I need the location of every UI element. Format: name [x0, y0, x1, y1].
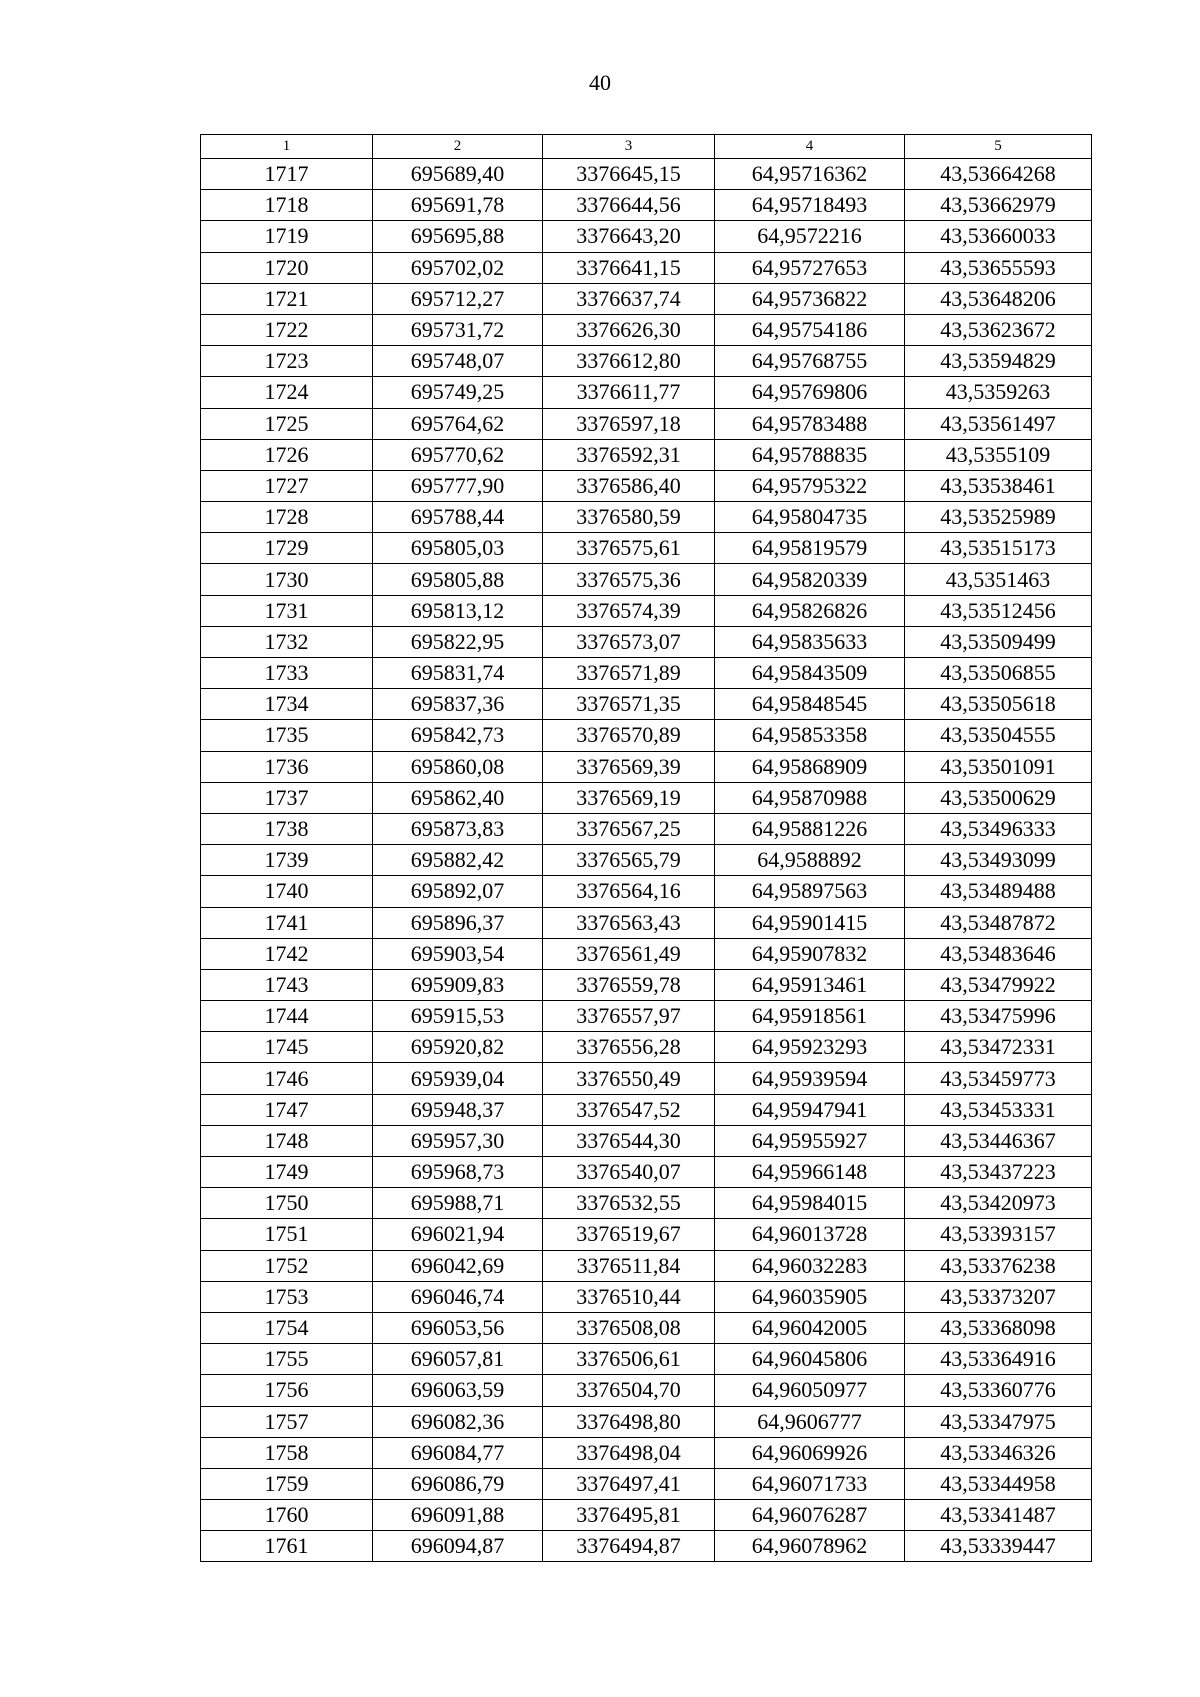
- y-coordinate-cell: 3376532,55: [543, 1188, 715, 1219]
- x-coordinate-cell: 695702,02: [373, 252, 543, 283]
- longitude-cell: 64,95754186: [715, 314, 905, 345]
- point-number-cell: 1733: [201, 658, 373, 689]
- longitude-cell: 64,96071733: [715, 1468, 905, 1499]
- point-number-cell: 1749: [201, 1157, 373, 1188]
- point-number-cell: 1717: [201, 159, 373, 190]
- column-header-1: 1: [201, 135, 373, 159]
- table-body: [201, 159, 1092, 1562]
- x-coordinate-cell: 695968,73: [373, 1157, 543, 1188]
- longitude-cell: 64,95835633: [715, 626, 905, 657]
- column-header-5: 5: [905, 135, 1092, 159]
- y-coordinate-cell: 3376570,89: [543, 720, 715, 751]
- x-coordinate-cell: 695915,53: [373, 1001, 543, 1032]
- point-number-cell: 1742: [201, 938, 373, 969]
- x-coordinate-cell: 696086,79: [373, 1468, 543, 1499]
- x-coordinate-cell: 695731,72: [373, 314, 543, 345]
- latitude-cell: 43,53501091: [905, 751, 1092, 782]
- x-coordinate-cell: 695988,71: [373, 1188, 543, 1219]
- latitude-cell: 43,5355109: [905, 439, 1092, 470]
- table-row: [201, 1250, 1092, 1281]
- table-row: [201, 221, 1092, 252]
- y-coordinate-cell: 3376564,16: [543, 876, 715, 907]
- y-coordinate-cell: 3376565,79: [543, 845, 715, 876]
- longitude-cell: 64,95769806: [715, 377, 905, 408]
- longitude-cell: 64,9606777: [715, 1406, 905, 1437]
- point-number-cell: 1748: [201, 1125, 373, 1156]
- point-number-cell: 1747: [201, 1094, 373, 1125]
- x-coordinate-cell: 696091,88: [373, 1500, 543, 1531]
- y-coordinate-cell: 3376498,04: [543, 1437, 715, 1468]
- x-coordinate-cell: 695770,62: [373, 439, 543, 470]
- table-row: [201, 1094, 1092, 1125]
- table-row: [201, 439, 1092, 470]
- table-row: [201, 470, 1092, 501]
- table-row: [201, 1406, 1092, 1437]
- table-row: [201, 1032, 1092, 1063]
- longitude-cell: 64,96050977: [715, 1375, 905, 1406]
- y-coordinate-cell: 3376612,80: [543, 346, 715, 377]
- x-coordinate-cell: 695882,42: [373, 845, 543, 876]
- latitude-cell: 43,53472331: [905, 1032, 1092, 1063]
- y-coordinate-cell: 3376498,80: [543, 1406, 715, 1437]
- table-row: [201, 595, 1092, 626]
- latitude-cell: 43,53344958: [905, 1468, 1092, 1499]
- latitude-cell: 43,53660033: [905, 221, 1092, 252]
- x-coordinate-cell: 695939,04: [373, 1063, 543, 1094]
- y-coordinate-cell: 3376597,18: [543, 408, 715, 439]
- longitude-cell: 64,95907832: [715, 938, 905, 969]
- latitude-cell: 43,53341487: [905, 1500, 1092, 1531]
- latitude-cell: 43,53368098: [905, 1312, 1092, 1343]
- longitude-cell: 64,95853358: [715, 720, 905, 751]
- table-row: [201, 377, 1092, 408]
- latitude-cell: 43,53487872: [905, 907, 1092, 938]
- point-number-cell: 1752: [201, 1250, 373, 1281]
- x-coordinate-cell: 696057,81: [373, 1344, 543, 1375]
- point-number-cell: 1754: [201, 1312, 373, 1343]
- longitude-cell: 64,95901415: [715, 907, 905, 938]
- latitude-cell: 43,53364916: [905, 1344, 1092, 1375]
- y-coordinate-cell: 3376506,61: [543, 1344, 715, 1375]
- longitude-cell: 64,96078962: [715, 1531, 905, 1562]
- latitude-cell: 43,53594829: [905, 346, 1092, 377]
- x-coordinate-cell: 695748,07: [373, 346, 543, 377]
- y-coordinate-cell: 3376563,43: [543, 907, 715, 938]
- point-number-cell: 1726: [201, 439, 373, 470]
- latitude-cell: 43,53446367: [905, 1125, 1092, 1156]
- x-coordinate-cell: 695764,62: [373, 408, 543, 439]
- latitude-cell: 43,53347975: [905, 1406, 1092, 1437]
- table-row: [201, 533, 1092, 564]
- latitude-cell: 43,53662979: [905, 190, 1092, 221]
- latitude-cell: 43,53459773: [905, 1063, 1092, 1094]
- x-coordinate-cell: 696053,56: [373, 1312, 543, 1343]
- y-coordinate-cell: 3376497,41: [543, 1468, 715, 1499]
- x-coordinate-cell: 695788,44: [373, 502, 543, 533]
- table-row: [201, 1531, 1092, 1562]
- point-number-cell: 1756: [201, 1375, 373, 1406]
- latitude-cell: 43,53561497: [905, 408, 1092, 439]
- latitude-cell: 43,53512456: [905, 595, 1092, 626]
- y-coordinate-cell: 3376559,78: [543, 969, 715, 1000]
- table-row: [201, 1344, 1092, 1375]
- latitude-cell: 43,5351463: [905, 564, 1092, 595]
- table-row: [201, 564, 1092, 595]
- y-coordinate-cell: 3376495,81: [543, 1500, 715, 1531]
- point-number-cell: 1722: [201, 314, 373, 345]
- longitude-cell: 64,95727653: [715, 252, 905, 283]
- latitude-cell: 43,53479922: [905, 969, 1092, 1000]
- y-coordinate-cell: 3376571,35: [543, 689, 715, 720]
- table-row: [201, 252, 1092, 283]
- table-row: [201, 159, 1092, 190]
- x-coordinate-cell: 695896,37: [373, 907, 543, 938]
- x-coordinate-cell: 695712,27: [373, 283, 543, 314]
- x-coordinate-cell: 695909,83: [373, 969, 543, 1000]
- y-coordinate-cell: 3376504,70: [543, 1375, 715, 1406]
- longitude-cell: 64,95897563: [715, 876, 905, 907]
- point-number-cell: 1743: [201, 969, 373, 1000]
- point-number-cell: 1745: [201, 1032, 373, 1063]
- point-number-cell: 1718: [201, 190, 373, 221]
- longitude-cell: 64,95718493: [715, 190, 905, 221]
- longitude-cell: 64,95868909: [715, 751, 905, 782]
- longitude-cell: 64,95843509: [715, 658, 905, 689]
- latitude-cell: 43,53339447: [905, 1531, 1092, 1562]
- y-coordinate-cell: 3376561,49: [543, 938, 715, 969]
- latitude-cell: 43,53360776: [905, 1375, 1092, 1406]
- longitude-cell: 64,9572216: [715, 221, 905, 252]
- longitude-cell: 64,95795322: [715, 470, 905, 501]
- y-coordinate-cell: 3376592,31: [543, 439, 715, 470]
- x-coordinate-cell: 695903,54: [373, 938, 543, 969]
- latitude-cell: 43,53453331: [905, 1094, 1092, 1125]
- longitude-cell: 64,95881226: [715, 813, 905, 844]
- latitude-cell: 43,53506855: [905, 658, 1092, 689]
- table-row: [201, 1063, 1092, 1094]
- point-number-cell: 1729: [201, 533, 373, 564]
- y-coordinate-cell: 3376569,19: [543, 782, 715, 813]
- longitude-cell: 64,95848545: [715, 689, 905, 720]
- x-coordinate-cell: 695873,83: [373, 813, 543, 844]
- x-coordinate-cell: 696084,77: [373, 1437, 543, 1468]
- point-number-cell: 1727: [201, 470, 373, 501]
- longitude-cell: 64,95820339: [715, 564, 905, 595]
- column-header-4: 4: [715, 135, 905, 159]
- x-coordinate-cell: 695695,88: [373, 221, 543, 252]
- latitude-cell: 43,53489488: [905, 876, 1092, 907]
- point-number-cell: 1720: [201, 252, 373, 283]
- x-coordinate-cell: 696063,59: [373, 1375, 543, 1406]
- point-number-cell: 1755: [201, 1344, 373, 1375]
- table-row: [201, 346, 1092, 377]
- table-row: [201, 658, 1092, 689]
- longitude-cell: 64,96045806: [715, 1344, 905, 1375]
- table-row: [201, 907, 1092, 938]
- latitude-cell: 43,53493099: [905, 845, 1092, 876]
- point-number-cell: 1753: [201, 1281, 373, 1312]
- table-row: [201, 1157, 1092, 1188]
- point-number-cell: 1724: [201, 377, 373, 408]
- table-row: [201, 1281, 1092, 1312]
- x-coordinate-cell: 696082,36: [373, 1406, 543, 1437]
- latitude-cell: 43,53504555: [905, 720, 1092, 751]
- longitude-cell: 64,95918561: [715, 1001, 905, 1032]
- latitude-cell: 43,53437223: [905, 1157, 1092, 1188]
- table-row: [201, 626, 1092, 657]
- y-coordinate-cell: 3376573,07: [543, 626, 715, 657]
- y-coordinate-cell: 3376571,89: [543, 658, 715, 689]
- latitude-cell: 43,53538461: [905, 470, 1092, 501]
- table-row: [201, 190, 1092, 221]
- x-coordinate-cell: 695822,95: [373, 626, 543, 657]
- page-number: 40: [589, 70, 611, 95]
- point-number-cell: 1732: [201, 626, 373, 657]
- point-number-cell: 1736: [201, 751, 373, 782]
- y-coordinate-cell: 3376544,30: [543, 1125, 715, 1156]
- point-number-cell: 1739: [201, 845, 373, 876]
- longitude-cell: 64,95955927: [715, 1125, 905, 1156]
- point-number-cell: 1751: [201, 1219, 373, 1250]
- point-number-cell: 1759: [201, 1468, 373, 1499]
- latitude-cell: 43,53420973: [905, 1188, 1092, 1219]
- table-row: [201, 1375, 1092, 1406]
- x-coordinate-cell: 695862,40: [373, 782, 543, 813]
- longitude-cell: 64,96076287: [715, 1500, 905, 1531]
- table-row: [201, 283, 1092, 314]
- longitude-cell: 64,95913461: [715, 969, 905, 1000]
- latitude-cell: 43,53376238: [905, 1250, 1092, 1281]
- table-row: [201, 1468, 1092, 1499]
- longitude-cell: 64,95736822: [715, 283, 905, 314]
- longitude-cell: 64,95819579: [715, 533, 905, 564]
- x-coordinate-cell: 695749,25: [373, 377, 543, 408]
- coordinates-table: [200, 134, 1092, 1562]
- longitude-cell: 64,96035905: [715, 1281, 905, 1312]
- table-row: [201, 1219, 1092, 1250]
- point-number-cell: 1761: [201, 1531, 373, 1562]
- latitude-cell: 43,53525989: [905, 502, 1092, 533]
- y-coordinate-cell: 3376567,25: [543, 813, 715, 844]
- table-row: [201, 782, 1092, 813]
- x-coordinate-cell: 695837,36: [373, 689, 543, 720]
- table-row: [201, 1437, 1092, 1468]
- latitude-cell: 43,53509499: [905, 626, 1092, 657]
- x-coordinate-cell: 695948,37: [373, 1094, 543, 1125]
- point-number-cell: 1758: [201, 1437, 373, 1468]
- table-row: [201, 502, 1092, 533]
- latitude-cell: 43,53393157: [905, 1219, 1092, 1250]
- point-number-cell: 1725: [201, 408, 373, 439]
- table-row: [201, 1500, 1092, 1531]
- longitude-cell: 64,96069926: [715, 1437, 905, 1468]
- table-row: [201, 938, 1092, 969]
- x-coordinate-cell: 695831,74: [373, 658, 543, 689]
- longitude-cell: 64,95716362: [715, 159, 905, 190]
- latitude-cell: 43,53500629: [905, 782, 1092, 813]
- point-number-cell: 1744: [201, 1001, 373, 1032]
- y-coordinate-cell: 3376641,15: [543, 252, 715, 283]
- y-coordinate-cell: 3376511,84: [543, 1250, 715, 1281]
- latitude-cell: 43,5359263: [905, 377, 1092, 408]
- longitude-cell: 64,95947941: [715, 1094, 905, 1125]
- point-number-cell: 1723: [201, 346, 373, 377]
- x-coordinate-cell: 695842,73: [373, 720, 543, 751]
- x-coordinate-cell: 695777,90: [373, 470, 543, 501]
- longitude-cell: 64,96013728: [715, 1219, 905, 1250]
- latitude-cell: 43,53373207: [905, 1281, 1092, 1312]
- longitude-cell: 64,95826826: [715, 595, 905, 626]
- point-number-cell: 1750: [201, 1188, 373, 1219]
- point-number-cell: 1740: [201, 876, 373, 907]
- x-coordinate-cell: 695920,82: [373, 1032, 543, 1063]
- latitude-cell: 43,53496333: [905, 813, 1092, 844]
- y-coordinate-cell: 3376519,67: [543, 1219, 715, 1250]
- longitude-cell: 64,95788835: [715, 439, 905, 470]
- table-row: [201, 720, 1092, 751]
- x-coordinate-cell: 696046,74: [373, 1281, 543, 1312]
- x-coordinate-cell: 696021,94: [373, 1219, 543, 1250]
- longitude-cell: 64,95870988: [715, 782, 905, 813]
- latitude-cell: 43,53623672: [905, 314, 1092, 345]
- y-coordinate-cell: 3376643,20: [543, 221, 715, 252]
- point-number-cell: 1734: [201, 689, 373, 720]
- latitude-cell: 43,53475996: [905, 1001, 1092, 1032]
- y-coordinate-cell: 3376494,87: [543, 1531, 715, 1562]
- y-coordinate-cell: 3376575,61: [543, 533, 715, 564]
- latitude-cell: 43,53505618: [905, 689, 1092, 720]
- table-row: [201, 1001, 1092, 1032]
- table-row: [201, 969, 1092, 1000]
- y-coordinate-cell: 3376586,40: [543, 470, 715, 501]
- latitude-cell: 43,53648206: [905, 283, 1092, 314]
- y-coordinate-cell: 3376626,30: [543, 314, 715, 345]
- y-coordinate-cell: 3376556,28: [543, 1032, 715, 1063]
- table-row: [201, 1312, 1092, 1343]
- longitude-cell: 64,96042005: [715, 1312, 905, 1343]
- column-header-3: 3: [543, 135, 715, 159]
- point-number-cell: 1760: [201, 1500, 373, 1531]
- y-coordinate-cell: 3376644,56: [543, 190, 715, 221]
- y-coordinate-cell: 3376611,77: [543, 377, 715, 408]
- x-coordinate-cell: 695957,30: [373, 1125, 543, 1156]
- y-coordinate-cell: 3376580,59: [543, 502, 715, 533]
- x-coordinate-cell: 695805,03: [373, 533, 543, 564]
- table-row: [201, 876, 1092, 907]
- y-coordinate-cell: 3376547,52: [543, 1094, 715, 1125]
- point-number-cell: 1719: [201, 221, 373, 252]
- x-coordinate-cell: 695860,08: [373, 751, 543, 782]
- table-header: [201, 135, 1092, 159]
- point-number-cell: 1741: [201, 907, 373, 938]
- y-coordinate-cell: 3376557,97: [543, 1001, 715, 1032]
- y-coordinate-cell: 3376637,74: [543, 283, 715, 314]
- table-row: [201, 813, 1092, 844]
- latitude-cell: 43,53515173: [905, 533, 1092, 564]
- x-coordinate-cell: 695689,40: [373, 159, 543, 190]
- longitude-cell: 64,95804735: [715, 502, 905, 533]
- longitude-cell: 64,95923293: [715, 1032, 905, 1063]
- point-number-cell: 1735: [201, 720, 373, 751]
- point-number-cell: 1721: [201, 283, 373, 314]
- header-row: [201, 135, 1092, 159]
- table-row: [201, 751, 1092, 782]
- latitude-cell: 43,53483646: [905, 938, 1092, 969]
- longitude-cell: 64,95939594: [715, 1063, 905, 1094]
- x-coordinate-cell: 695805,88: [373, 564, 543, 595]
- longitude-cell: 64,9588892: [715, 845, 905, 876]
- point-number-cell: 1738: [201, 813, 373, 844]
- y-coordinate-cell: 3376508,08: [543, 1312, 715, 1343]
- latitude-cell: 43,53655593: [905, 252, 1092, 283]
- x-coordinate-cell: 695691,78: [373, 190, 543, 221]
- table-row: [201, 314, 1092, 345]
- x-coordinate-cell: 696094,87: [373, 1531, 543, 1562]
- y-coordinate-cell: 3376540,07: [543, 1157, 715, 1188]
- y-coordinate-cell: 3376510,44: [543, 1281, 715, 1312]
- y-coordinate-cell: 3376575,36: [543, 564, 715, 595]
- y-coordinate-cell: 3376550,49: [543, 1063, 715, 1094]
- y-coordinate-cell: 3376645,15: [543, 159, 715, 190]
- table-row: [201, 1188, 1092, 1219]
- y-coordinate-cell: 3376574,39: [543, 595, 715, 626]
- longitude-cell: 64,95984015: [715, 1188, 905, 1219]
- point-number-cell: 1731: [201, 595, 373, 626]
- longitude-cell: 64,95768755: [715, 346, 905, 377]
- table-row: [201, 1125, 1092, 1156]
- point-number-cell: 1757: [201, 1406, 373, 1437]
- point-number-cell: 1746: [201, 1063, 373, 1094]
- y-coordinate-cell: 3376569,39: [543, 751, 715, 782]
- x-coordinate-cell: 695813,12: [373, 595, 543, 626]
- latitude-cell: 43,53346326: [905, 1437, 1092, 1468]
- table-row: [201, 845, 1092, 876]
- table-row: [201, 689, 1092, 720]
- x-coordinate-cell: 695892,07: [373, 876, 543, 907]
- longitude-cell: 64,95966148: [715, 1157, 905, 1188]
- point-number-cell: 1728: [201, 502, 373, 533]
- longitude-cell: 64,96032283: [715, 1250, 905, 1281]
- x-coordinate-cell: 696042,69: [373, 1250, 543, 1281]
- table-row: [201, 408, 1092, 439]
- point-number-cell: 1737: [201, 782, 373, 813]
- longitude-cell: 64,95783488: [715, 408, 905, 439]
- latitude-cell: 43,53664268: [905, 159, 1092, 190]
- point-number-cell: 1730: [201, 564, 373, 595]
- column-header-2: 2: [373, 135, 543, 159]
